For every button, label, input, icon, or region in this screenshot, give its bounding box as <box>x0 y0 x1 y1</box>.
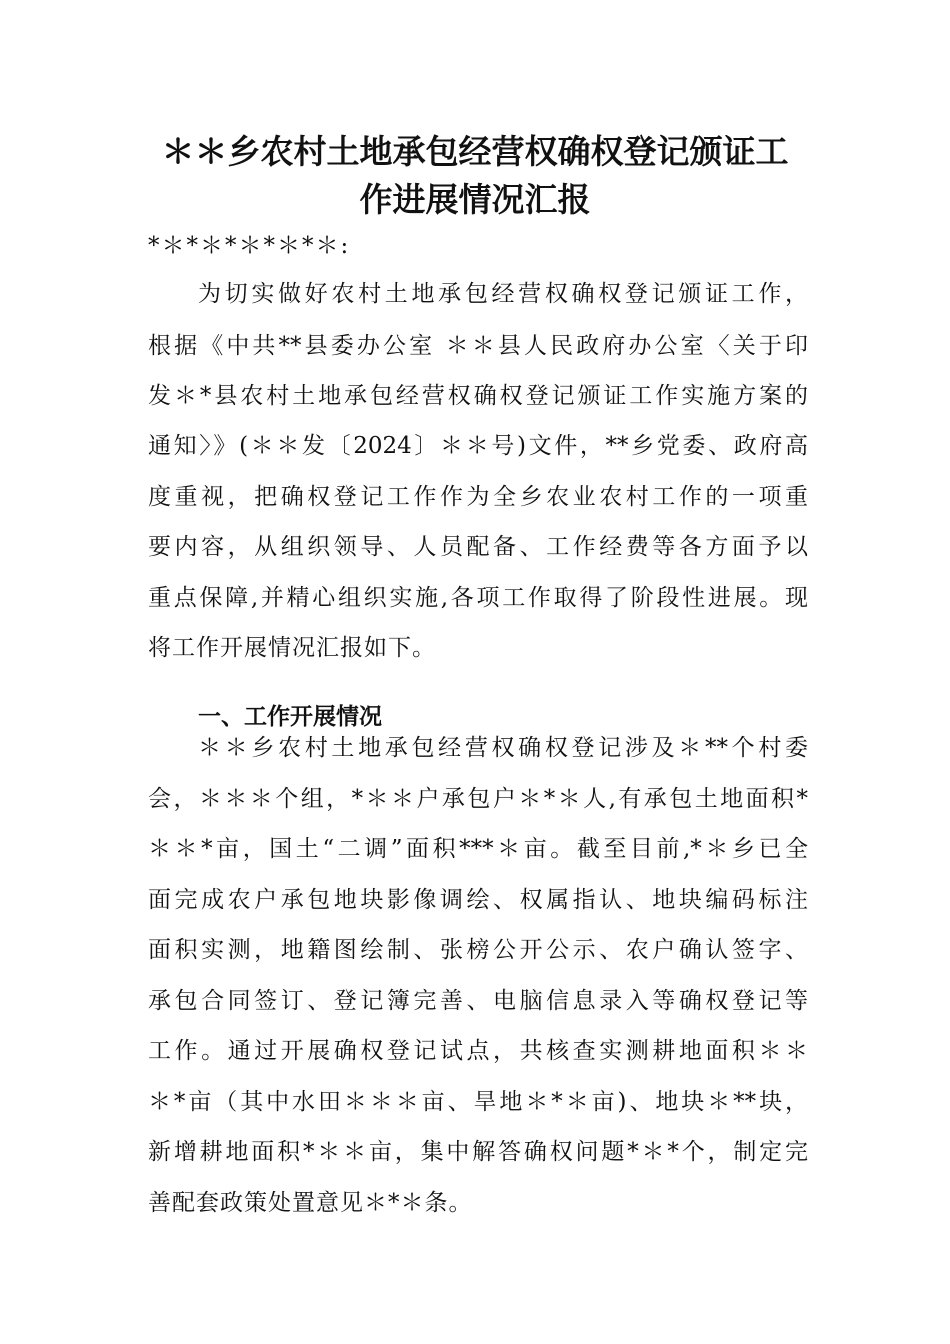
paragraph-line: 新增耕地面积*＊＊亩，集中解答确权问题*＊*个，制定完 <box>148 1139 808 1165</box>
paragraph-line: 发＊*县农村土地承包经营权确权登记颁证工作实施方案的 <box>148 383 808 409</box>
document-title-line-1: ＊＊乡农村土地承包经营权确权登记颁证工 <box>161 132 789 171</box>
paragraph-line: 将工作开展情况汇报如下。 <box>148 635 436 661</box>
paragraph-line: 度重视，把确权登记工作作为全乡农业农村工作的一项重 <box>148 484 808 510</box>
paragraph-line: 根据《中共**县委办公室 ＊＊县人民政府办公室〈关于印 <box>148 333 808 359</box>
paragraph-line: 重点保障,并精心组织实施,各项工作取得了阶段性进展。现 <box>148 585 808 611</box>
section-heading: 一、工作开展情况 <box>198 704 382 731</box>
paragraph-line: 要内容，从组织领导、人员配备、工作经费等各方面予以 <box>148 534 808 560</box>
paragraph-line: 承包合同签订、登记簿完善、电脑信息录入等确权登记等 <box>148 988 808 1014</box>
paragraph-line: 通知〉》(＊＊发〔2024〕＊＊号)文件，**乡党委、政府高 <box>148 433 808 459</box>
paragraph-line: ＊*亩（其中水田＊＊＊亩、旱地＊*＊亩)、地块＊**块， <box>148 1089 808 1115</box>
paragraph-line: 面积实测，地籍图绘制、张榜公开公示、农户确认签字、 <box>148 937 808 963</box>
salutation: *＊*＊*＊*＊*＊: <box>148 233 351 259</box>
paragraph-line: 善配套政策处置意见＊*＊条。 <box>148 1190 473 1216</box>
paragraph-line: ＊＊乡农村土地承包经营权确权登记涉及＊**个村委 <box>198 735 808 761</box>
paragraph-line: 会，＊＊＊个组，*＊＊户承包户＊*＊人,有承包土地面积* <box>148 786 808 812</box>
paragraph-line: ＊＊*亩，国土“二调”面积***＊亩。截至目前,*＊乡已全 <box>148 836 808 862</box>
paragraph-line: 为切实做好农村土地承包经营权确权登记颁证工作， <box>198 281 808 307</box>
document-title-line-2: 作进展情况汇报 <box>359 180 591 219</box>
paragraph-line: 面完成农户承包地块影像调绘、权属指认、地块编码标注 <box>148 887 808 913</box>
paragraph-line: 工作。通过开展确权登记试点，共核查实测耕地面积＊＊ <box>148 1038 808 1064</box>
